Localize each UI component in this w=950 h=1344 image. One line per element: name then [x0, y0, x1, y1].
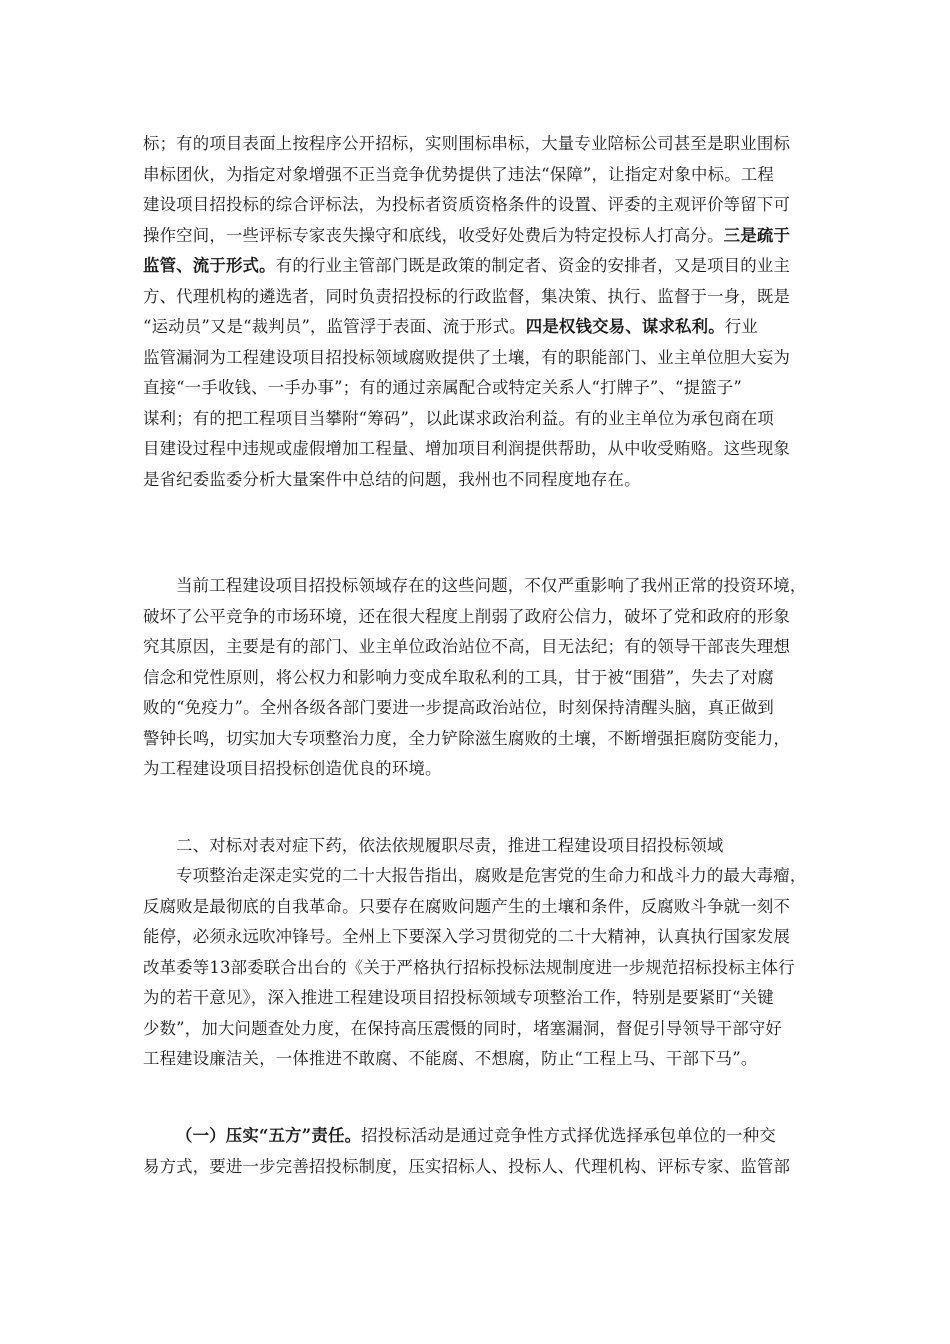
- text-line: [143, 983, 808, 1014]
- text-span: “运动员”又是“裁判员”，监管浮于表面、流于形式。: [143, 317, 526, 336]
- paragraph-problems: [143, 129, 808, 495]
- text-span: 操作空间，一些评标专家丧失操守和底线，收受好处费后为特定投标人打高分。: [143, 225, 724, 245]
- text-line: [143, 373, 808, 404]
- text-span: 能停，必须永远吹冲锋号。全州上下要深入学习贯彻党的二十大精神，认真执行国家发展: [143, 927, 791, 946]
- text-line: [143, 632, 808, 663]
- text-span: 改革委等13部委联合出台的《关于严格执行招标投标法规制度进一步规范招标投标主体行: [143, 957, 795, 977]
- text-span: 方、代理机构的遴选者，同时负责招投标的行政监督，集决策、执行、监督于一身，既是: [143, 286, 791, 306]
- text-line: [143, 160, 808, 191]
- text-line: [143, 892, 808, 923]
- text-line: [143, 754, 808, 785]
- paragraph-five-parties: [143, 1121, 808, 1182]
- text-line: [143, 465, 808, 496]
- text-line: [143, 724, 808, 755]
- subheading-five-parties: （一）压实“五方”责任。: [176, 1126, 362, 1145]
- text-span: 行业: [724, 317, 759, 336]
- text-span: 谋利；有的把工程项目当攀附“筹码”，以此谋求政治利益。有的业主单位为承包商在项: [143, 408, 775, 428]
- text-line: [143, 953, 808, 984]
- paragraph-special-rectification: [143, 861, 808, 1075]
- text-line: [143, 221, 808, 252]
- text-line: [143, 1121, 808, 1152]
- bold-lead-fourth: 四是权钱交易、谋求私利。: [525, 317, 725, 336]
- text-line: [143, 571, 808, 602]
- section-heading-text: 二、对标对表对症下药，依法依规履职尽责，推进工程建设项目招投标领域: [176, 836, 724, 855]
- text-span: 破坏了公平竞争的市场环境，还在很大程度上削弱了政府公信力，破坏了党和政府的形象: [143, 606, 791, 626]
- text-span: 建设项目招投标的综合评标法，为投标者资质资格条件的设置、评委的主观评价等留下可: [143, 195, 791, 214]
- text-line: [143, 1044, 808, 1075]
- paragraph-causes: [143, 571, 808, 785]
- text-line: [143, 434, 808, 465]
- text-span: 易方式，要进一步完善招投标制度，压实招标人、投标人、代理机构、评标专家、监管部: [143, 1156, 791, 1176]
- text-span: 为的若干意见》，深入推进工程建设项目招投标领域专项整治工作，特别是要紧盯“关键: [143, 988, 774, 1007]
- text-span: 直接“一手收钱、一手办事”；有的通过亲属配合或特定关系人“打牌子”、“提篮子”: [143, 378, 742, 397]
- text-line: [143, 602, 808, 633]
- text-line: [143, 282, 808, 313]
- bold-lead-third-cont: 监管、流于形式。: [143, 256, 276, 275]
- text-span: 当前工程建设项目招投标领域存在的这些问题，不仅严重影响了我州正常的投资环境，: [176, 576, 807, 595]
- text-span: 为工程建设项目招投标创造优良的环境。: [143, 759, 442, 778]
- text-span: 专项整治走深走实党的二十大报告指出，腐败是危害党的生命力和战斗力的最大毒瘤，: [176, 866, 807, 885]
- text-span: 究其原因，主要是有的部门、业主单位政治站位不高，目无法纪；有的领导干部丧失理想: [143, 637, 791, 656]
- text-line: [143, 129, 808, 160]
- text-span: 是省纪委监委分析大量案件中总结的问题，我州也不同程度地存在。: [143, 469, 641, 489]
- bold-lead-third: 三是疏于: [723, 225, 791, 245]
- text-span: 有的行业主管部门既是政策的制定者、资金的安排者，又是项目的业主: [275, 256, 791, 275]
- text-line: [143, 693, 808, 724]
- text-line: [143, 251, 808, 282]
- text-line: [143, 190, 808, 221]
- text-span: 败的“免疫力”。全州各级各部门要进一步提高政治站位，时刻保持清醒头脑，真正做到: [143, 698, 775, 717]
- text-span: 警钟长鸣，切实加大专项整治力度，全力铲除滋生腐败的土壤，不断增强拒腐防变能力，: [143, 728, 791, 748]
- text-span: 工程建设廉洁关，一体推进不敢腐、不能腐、不想腐，防止“工程上马、干部下马”。: [143, 1049, 758, 1068]
- text-span: 目建设过程中违规或虚假增加工程量、增加项目利润提供帮助，从中收受贿赂。这些现象: [143, 439, 791, 458]
- text-span: 少数”，加大问题查处力度，在保持高压震慑的同时，堵塞漏洞，督促引导领导干部守好: [143, 1018, 783, 1038]
- text-span: 标；有的项目表面上按程序公开招标，实则围标串标，大量专业陪标公司甚至是职业围标: [143, 134, 791, 153]
- text-span: 监管漏洞为工程建设项目招投标领域腐败提供了土壤，有的职能部门、业主单位胆大妄为: [143, 347, 791, 367]
- text-line: [143, 312, 808, 343]
- text-line: [143, 404, 808, 435]
- text-span: 反腐败是最彻底的自我革命。只要存在腐败问题产生的土壤和条件，反腐败斗争就一刻不: [143, 896, 791, 916]
- text-line: [143, 861, 808, 892]
- text-line: [143, 343, 808, 374]
- text-span: 串标团伙，为指定对象增强不正当竞争优势提供了违法“保障”，让指定对象中标。工程: [143, 164, 775, 184]
- text-line: [143, 1152, 808, 1183]
- section-heading-two: [143, 831, 808, 862]
- text-line: [143, 1014, 808, 1045]
- heading-line: [143, 831, 808, 862]
- text-line: [143, 663, 808, 694]
- text-line: [143, 922, 808, 953]
- text-span: 招投标活动是通过竞争性方式择优选择承包单位的一种交: [361, 1126, 776, 1145]
- text-span: 信念和党性原则，将公权力和影响力变成牟取私利的工具，甘于被“围猎”，失去了对腐: [143, 667, 775, 687]
